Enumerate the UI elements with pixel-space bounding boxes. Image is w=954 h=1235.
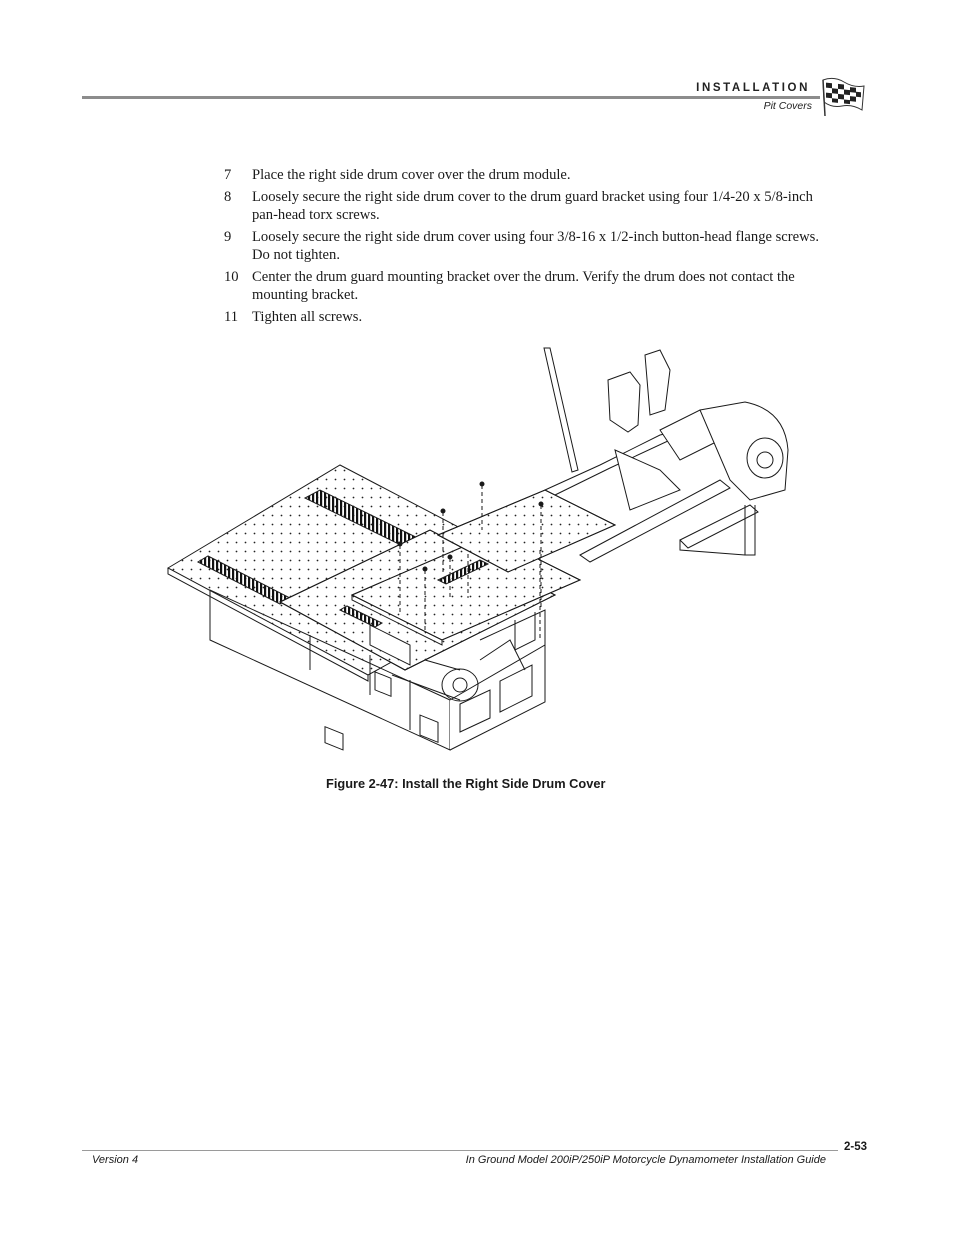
step-item <box>224 166 824 185</box>
lift-post <box>544 348 578 472</box>
step-text: Center the drum guard mounting bracket over the drum. Verify the drum does not contact the mounting bracket. <box>252 268 795 303</box>
step-number: 8 <box>224 188 232 205</box>
step-item <box>224 308 824 327</box>
step-item <box>224 188 824 225</box>
step-number: 7 <box>224 167 232 183</box>
figure-caption: Figure 2-47: Install the Right Side Drum Cover <box>326 776 606 791</box>
support-leg <box>680 505 758 548</box>
footer-document-title: In Ground Model 200iP/250iP Motorcycle Dynamometer Installation Guide <box>465 1154 826 1166</box>
step-number: 9 <box>224 228 232 245</box>
footer-rule <box>82 1150 838 1151</box>
step-text: Loosely secure the right side drum cover using four 3/8-16 x 1/2-inch button-head flange screws. Do not tighten. <box>252 228 819 263</box>
checkered-flag-icon <box>820 74 866 118</box>
step-text: Place the right side drum cover over the drum module. <box>252 167 571 183</box>
page-number: 2-53 <box>844 1141 868 1153</box>
step-number: 11 <box>224 308 239 325</box>
header-rule <box>82 96 820 99</box>
step-item <box>224 228 824 265</box>
header-section-title: INSTALLATION <box>696 82 810 94</box>
footer-version: Version 4 <box>92 1154 139 1166</box>
step-text: Loosely secure the right side drum cover to the drum guard bracket using four 1/4-20 x 5/8-inch pan-head torx screws. <box>252 188 813 223</box>
step-item <box>224 268 824 305</box>
dyno-drum-cover-illustration <box>160 340 800 770</box>
instruction-steps <box>224 166 824 329</box>
header-subsection-title: Pit Covers <box>763 100 812 112</box>
step-number: 10 <box>224 268 239 285</box>
front-wheel-vise <box>608 372 640 432</box>
step-text: Tighten all screws. <box>252 308 363 325</box>
